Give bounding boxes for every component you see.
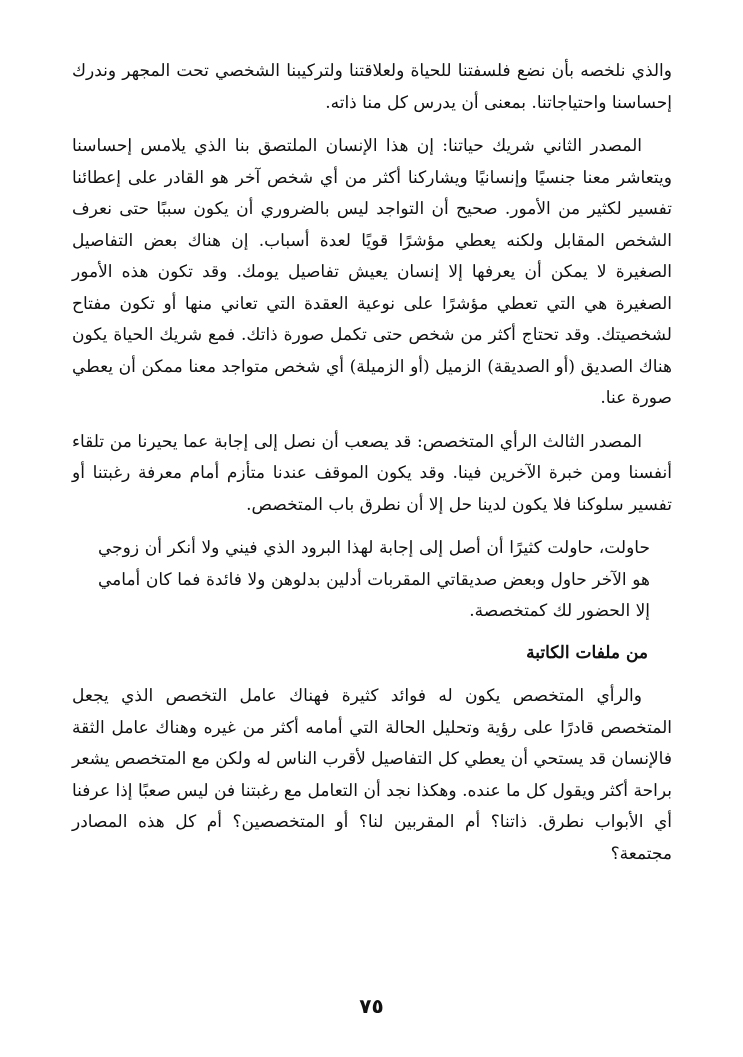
quote-attribution: من ملفات الكاتبة — [526, 642, 648, 663]
paragraph-third-source: المصدر الثالث الرأي المتخصص: قد يصعب أن نصل إلى إجابة عما يحيرنا من تلقاء أنفسنا ومن خبرة الآخرين فينا. وقد يكون الموقف عندنا متأزم أمام معرفة رغبتنا أو تفسير سلوكنا فلا يكون لدينا حل إلا أن نطرق باب المتخصص. — [72, 431, 672, 515]
paragraph-closing: والرأي المتخصص يكون له فوائد كثيرة فهناك عامل التخصص الذي يجعل المتخصص قادرًا على رؤية وتحليل الحالة التي أمامه أكثر من غيره وهناك عامل الثقة فالإنسان قد يستحي أن يعطي كل التفاصيل لأقرب الناس له ولكن مع المتخصص يشعر براحة أكثر ويقول كل ما عنده. وهكذا نجد أن التعامل مع رغبتنا فن ليس صعبًا إذا عرفنا أي الأبواب نطرق. ذاتنا؟ أم المقربين لنا؟ أو المتخصصين؟ أم كل هذه المصادر مجتمعة؟ — [72, 686, 672, 864]
paragraph-intro: والذي نلخصه بأن نضع فلسفتنا للحياة ولعلاقتنا ولتركيبنا الشخصي تحت المجهر وندرك إحساسنا واحتياجاتنا. بمعنى أن يدرس كل منا ذاته. — [72, 61, 672, 113]
paragraph-second-source: المصدر الثاني شريك حياتنا: إن هذا الإنسان الملتصق بنا الذي يلامس إحساسنا ويتعاشر معنا جنسيًا وإنسانيًا ويشاركنا أكثر من أي شخص آخر هو القادر على إعطائنا تفسير لكثير من الأمور. صحيح أن التواجد ليس بالضروري أن يكون سببًا حتى نعرف الشخص المقابل ولكنه يعطي مؤشرًا قويًا لعدة أسباب. إن هناك بعض التفاصيل الصغيرة لا يمكن أن يعرفها إلا إنسان يعيش تفاصيل يومك. وقد تكون هذه الأمور الصغيرة هي التي تعطي مؤشرًا على نوعية العقدة التي تعاني منها أو تكون مفتاح لشخصيتك. وقد تحتاج أكثر من شخص حتى تكمل صورة ذاتك. فمع شريك الحياة يكون هناك الصديق (أو الصديقة) الزميل (أو الزميلة) أي شخص متواجد معنا ممكن أن يعطي صورة عنا. — [72, 136, 672, 408]
block-quote: حاولت، حاولت كثيرًا أن أصل إلى إجابة لهذا البرود الذي فيني ولا أنكر أن زوجي هو الآخر حاول وبعض صديقاتي المقربات أدلين بدلوهن ولا فائدة فما كان أمامي إلا الحضور لك كمتخصصة. — [98, 538, 650, 621]
page-body — [72, 56, 672, 882]
page-number: ٧٥ — [359, 994, 384, 1018]
